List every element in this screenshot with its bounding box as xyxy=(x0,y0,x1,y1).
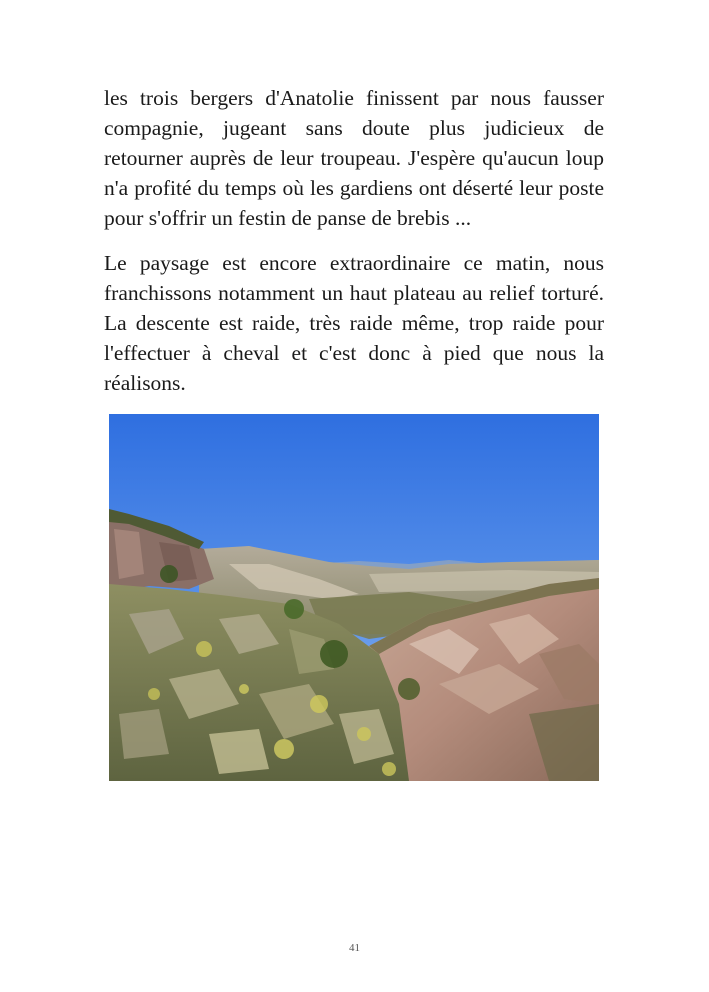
body-paragraph-2: Le paysage est encore extraordinaire ce matin, nous franchissons notamment un haut plateau au relief torturé. La descente est raide, très raide même, trop raide pour l'effectuer à cheval et c'est donc à pied que nous la réalisons. xyxy=(104,251,604,395)
landscape-photo xyxy=(109,414,599,781)
body-paragraph-1: les trois bergers d'Anatolie finissent par nous fausser compagnie, jugeant sans doute plus judicieux de retourner auprès de leur troupeau. J'espère qu'aucun loup n'a profité du temps où les gardiens ont déserté leur poste pour s'offrir un festin de panse de brebis ... xyxy=(104,86,604,230)
page-number: 41 xyxy=(349,942,360,954)
